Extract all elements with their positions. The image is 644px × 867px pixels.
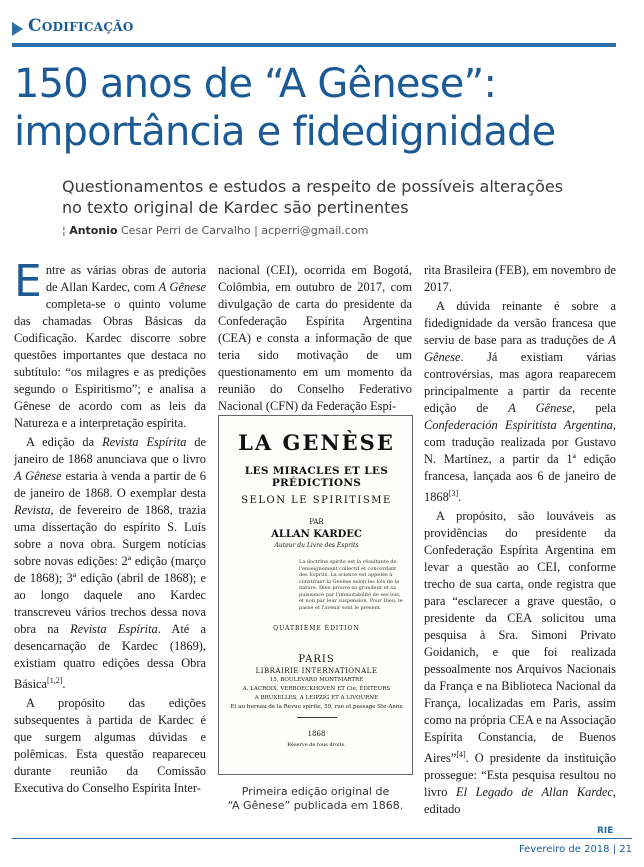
figure-caption: [218, 785, 413, 813]
column-3: [424, 262, 616, 820]
cover-edition: QUATRIÈME ÉDITION: [273, 625, 360, 632]
author-email: acperri@gmail.com: [261, 224, 369, 237]
author-first-name: Antonio: [69, 224, 118, 237]
cover-rule: [297, 717, 337, 718]
book-cover-content: [229, 430, 404, 748]
section-label: Codificação: [28, 16, 134, 36]
subtitle-line-2: no texto original de Kardec são pertinentes: [62, 198, 409, 217]
cover-epigraph: La doctrine spirite est la résultante de l'enseignement collectif et concordant des Esprits. La science est appelée à constituer la Genèse selon les lois de la nature. Dieu prouve sa grandeur et sa puissance par l'immutabilité de ses lois, et non par leur suspension. Pour Dieu, le passé et l'avenir sont le présent.: [299, 559, 403, 611]
byline-separator: |: [254, 224, 258, 237]
text-run: , de fevereiro de 1868, trazia uma dissertação do espírito S. Luís sobre a nova obra. Surgem notícias sobre novas edições: 2ª edição (março de 1868); 3ª edição (abril de 1868); e ao longo daquele ano Kardec transcreveu vários trechos dessa nova obra na: [14, 503, 206, 636]
article-subtitle: [62, 176, 582, 218]
byline: ¦ Antonio Cesar Perri de Carvalho | acperri@gmail.com: [62, 224, 369, 237]
organization-name: Confederación Espiritista Argentina: [424, 418, 613, 432]
paragraph: A propósito das edições subsequentes à partida de Kardec é que surgem algumas dúvidas e polêmicas. Esta questão reapareceu durante reunião da Comissão Executiva do Conselho Espírita Inter-: [14, 696, 206, 796]
cover-author-note: Auteur du Livre des Esprits: [274, 542, 359, 549]
cover-address-3: A BRUXELLES, A LEIPZIG ET A LIVOURNE: [254, 695, 379, 701]
author-rest-name: Cesar Perri de Carvalho: [121, 224, 251, 237]
text-run: de janeiro de 1868 anunciava que o livro: [14, 435, 207, 466]
text-run: estaria à venda a partir de 6 de janeiro de 1868. O exemplar desta: [14, 469, 206, 500]
cover-address-2: A. LACROIX, VERBOECKHOVEN ET Cie, ÉDITEURS: [242, 686, 391, 692]
footnote-ref: [4]: [456, 750, 466, 760]
book-title: A Gênese: [424, 333, 616, 364]
magazine-logo: RIE: [597, 826, 614, 836]
cover-rights: Réserve de tous droits.: [287, 742, 346, 748]
section-arrow-icon: [12, 22, 23, 36]
cover-publisher: LIBRAIRIE INTERNATIONALE: [255, 667, 378, 675]
book-title: El Legado de Allan Kardec: [456, 785, 613, 800]
text-run: . Até a desencarnação de Kardec (1869), existiam quatro edições dessa Obra Básica: [14, 622, 206, 692]
publication-title: Revista: [14, 503, 51, 517]
paragraph: [424, 298, 616, 506]
cover-par: PAR: [309, 518, 324, 526]
cover-author: ALLAN KARDEC: [271, 529, 362, 540]
column-1: [14, 256, 207, 799]
publication-title: Revista Espírita: [102, 435, 187, 449]
title-line-2: importância e fidedignidade: [14, 109, 556, 155]
section-rule: [12, 43, 616, 47]
text-run: . O presidente da instituição prossegue: “Esta pesquisa resultou no livro: [424, 751, 616, 800]
text-run: . Já existiam várias controvérsias, mas agora reaparecem principalmente a partir da recente edição de: [424, 350, 616, 415]
cover-address-1: 15, BOULEVARD MONTMARTRE: [269, 677, 364, 683]
text-run: completa-se o quinto volume das chamadas Obras Básicas da Codificação. Kardec discorre sobre questões importantes que destaca no subtítulo: “os milagres e as predições segundo o Espiritismo”; e analisa a Gênese de acordo com as leis da Natureza e a interpretação espírita.: [14, 297, 206, 430]
article-title: [14, 60, 624, 156]
text-run: A propósito, são louváveis as providências do presidente da Confederação Espírita Argentina em levar a questão ao CEI, conforme trecho de sua carta, onde registra que para “esclarecer a grave questão, o presidente da CEA solicitou uma pesquisa à Sra. Simoni Privato Goidanich, e que foi realizada pessoalmente nos Arquivos Nacionais da França e na Biblioteca Nacional da França, localizadas em Paris, assim como na própria CEA e na Associação Espírita Constancia, de Buenos Aires”: [424, 509, 616, 766]
text-run: A dúvida reinante é sobre a fidedignidade da versão francesa que serviu de base para as traduções de: [424, 299, 616, 347]
text-run: A edição da: [26, 435, 103, 449]
title-line-1: 150 anos de “A Gênese”:: [14, 61, 497, 107]
paragraph: rita Brasileira (FEB), em novembro de 2017.: [424, 263, 616, 294]
caption-line-1: Primeira edição original de: [241, 785, 390, 798]
text-run: ntre as várias obras de autoria de Allan Kardec, com: [45, 263, 206, 294]
subtitle-line-1: Questionamentos e estudos a respeito de possíveis alterações: [62, 177, 564, 196]
cover-city: PARIS: [298, 654, 335, 665]
book-cover-image: [218, 415, 413, 775]
cover-subtitle-2: SELON LE SPIRITISME: [241, 495, 392, 506]
cover-title: LA GENÈSE: [238, 430, 395, 455]
section-header: [12, 10, 616, 48]
footnote-ref: [1,2]: [47, 676, 63, 685]
paragraph: nacional (CEI), ocorrida em Bogotá, Colômbia, em outubro de 2017, com divulgação de carta do presidente da Confederação Espírita Argentina (CEA) e consta a informação de que teria sido motivação de um questionamento em um momento da reunião do Conselho Federativo Nacional (CFN) da Federação Espí-: [218, 263, 412, 413]
footer-page-info: Fevereiro de 2018 | 21: [518, 844, 632, 855]
cover-subtitle: LES MIRACLES ET LES PRÉDICTIONS: [244, 465, 389, 489]
caption-line-2: “A Gênese” publicada em 1868.: [227, 799, 404, 812]
paragraph: [14, 434, 206, 693]
drop-cap: E: [14, 256, 42, 307]
book-title: A Gênese: [158, 280, 206, 294]
text-run: , pela: [572, 401, 616, 415]
footnote-ref: [3]: [448, 489, 459, 498]
text-run: , editado: [424, 785, 617, 817]
cover-year: 1868: [307, 730, 326, 738]
book-title: A Gênese: [14, 469, 62, 483]
book-title: A Gênese: [508, 401, 573, 415]
paragraph: [424, 508, 616, 818]
text-run: , com tradução realizada por Gustavo N. Martínez, a partir da 1ª edição francesa, lançada aos 6 de janeiro de 1868: [424, 418, 616, 505]
paragraph: [14, 256, 206, 432]
publication-title: Revista Espírita: [70, 622, 158, 636]
text-run: .: [62, 677, 66, 692]
footer-rule: [12, 838, 632, 839]
column-2: [218, 262, 412, 417]
cover-address-4: Et au bureau de la Revue spirite, 59, rue et passage Ste-Anne: [230, 704, 403, 710]
text-run: .: [458, 490, 462, 505]
